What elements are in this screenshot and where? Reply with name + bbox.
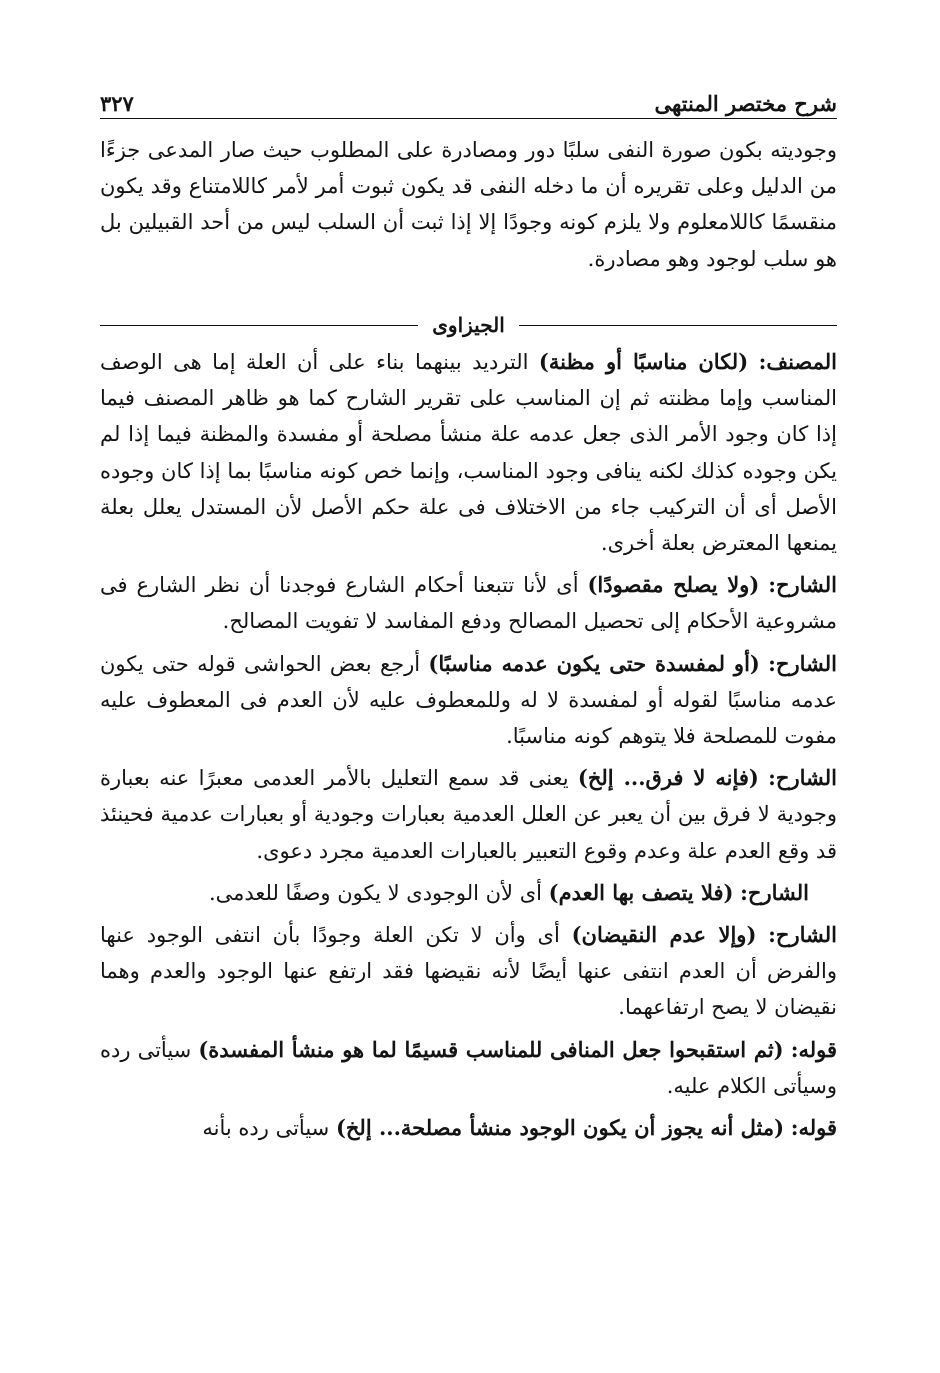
entry-quote: (ولا يصلح مقصودًا): [587, 572, 760, 598]
commentary-entry: [100, 917, 837, 1026]
entry-text: يعنى قد سمع التعليل بالأمر العدمى معبرًا عنه بعبارة وجودية لا فرق بين أن يعبر عن العلل العدمية بعبارات وجودية أو بعبارات عدمية فحينئذ قد وقع العدم علة وعدم وقوع التعبير بالعبارات العدمية مجرد دعوى.: [100, 766, 837, 863]
entry-text: سيأتى رده بأنه: [202, 1116, 336, 1141]
entry-text: أى لأنا تتبعنا أحكام الشارع فوجدنا أن نظر الشارع فى مشروعية الأحكام إلى تحصيل المصالح ودفع المفاسد لا تفويت المصالح.: [100, 573, 837, 634]
separator-line-left: [100, 325, 418, 326]
entry-text: الترديد بينهما بناء على أن العلة إما هى الوصف المناسب وإما مظنته ثم إن المناسب على تقرير الشارح كما هو ظاهر المصنف فيما إذا كان وجود الأمر الذى جعل عدمه علة منشأ مصلحة أو مفسدة والمظنة فيما إذا لم يكن وجوده كذلك لكنه ينافى وجود المناسب، وإنما خص كونه مناسبًا بما إذا كان وجوده الأصل أى أن التركيب جاء من الاختلاف فى علة حكم الأصل لأن المستدل يعلل بعلة يمنعها المعترض بعلة أخرى.: [100, 350, 837, 556]
commentary-body: [100, 344, 837, 1146]
entry-quote: (وإلا عدم النقيضان): [571, 922, 757, 948]
entry-speaker: المصنف:: [758, 349, 837, 374]
header-rule: [100, 118, 837, 119]
entry-quote: (مثل أنه يجوز أن يكون الوجود منشأ مصلحة... إلخ): [335, 1115, 785, 1141]
entry-speaker: قوله:: [790, 1036, 837, 1062]
commentary-entry: [100, 646, 837, 755]
running-header: [100, 82, 837, 116]
entry-speaker: الشارح:: [768, 572, 838, 598]
entry-speaker: الشارح:: [768, 922, 837, 948]
entry-speaker: الشارح:: [768, 650, 837, 676]
entry-text: سيأتى رده وسيأتى الكلام عليه.: [100, 1037, 837, 1098]
entry-quote: (أو لمفسدة حتى يكون عدمه مناسبًا): [428, 650, 760, 676]
commentary-entry: [100, 344, 837, 561]
section-label: الجيزاوى: [432, 313, 505, 337]
commentary-entry: [100, 1032, 837, 1104]
entry-quote: (فلا يتصف بها العدم): [548, 879, 734, 905]
entry-speaker: الشارح:: [768, 765, 837, 791]
entry-text: أى وأن لا تكن العلة وجودًا بأن انتفى الوجود عنها والفرض أن العدم انتفى عنها أيضًا لأنه نقيضها فقد ارتفع عنها الوجود والعدم وهما نقيضان لا يصح ارتفاعهما.: [100, 923, 837, 1020]
top-paragraph: وجوديته بكون صورة النفى سلبًا دور ومصادرة على المطلوب حيث صار المدعى جزءًا من الدليل وعلى تقريره أن ما دخله النفى قد يكون ثبوت أمر لأمر كاللامتناع وقد يكون منقسمًا كاللامعلوم ولا يلزم كونه وجودًا إلا إذا ثبت أن السلب ليس من أحد القبيلين بل هو سلب لوجود وهو مصادرة.: [100, 138, 837, 271]
section-separator: [100, 312, 837, 338]
page-number: ٣٢٧: [100, 91, 134, 116]
entry-text: أرجع بعض الحواشى قوله حتى يكون عدمه مناسبًا لقوله أو لمفسدة لا له وللمعطوف عليه لأن العدم فى المعطوف عليه مفوت للمصلحة فلا يتوهم كونه مناسبًا.: [100, 651, 837, 749]
top-paragraph-block: [100, 132, 837, 277]
entry-quote: (لكان مناسبًا أو مظنة): [538, 349, 749, 374]
entry-speaker: الشارح:: [740, 879, 809, 905]
commentary-entry: [100, 1110, 837, 1146]
book-title: شرح مختصر المنتهى: [654, 91, 837, 116]
commentary-entry: [100, 875, 837, 911]
separator-line-right: [519, 325, 837, 326]
commentary-entry: [100, 760, 837, 869]
commentary-entry: [100, 567, 837, 639]
entry-speaker: قوله:: [790, 1115, 837, 1141]
entry-quote: (ثم استقبحوا جعل المنافى للمناسب قسيمًا لما هو منشأ المفسدة): [198, 1036, 784, 1062]
entry-text: أى لأن الوجودى لا يكون وصفًا للعدمى.: [208, 880, 549, 905]
entry-quote: (فإنه لا فرق... إلخ): [577, 765, 759, 791]
